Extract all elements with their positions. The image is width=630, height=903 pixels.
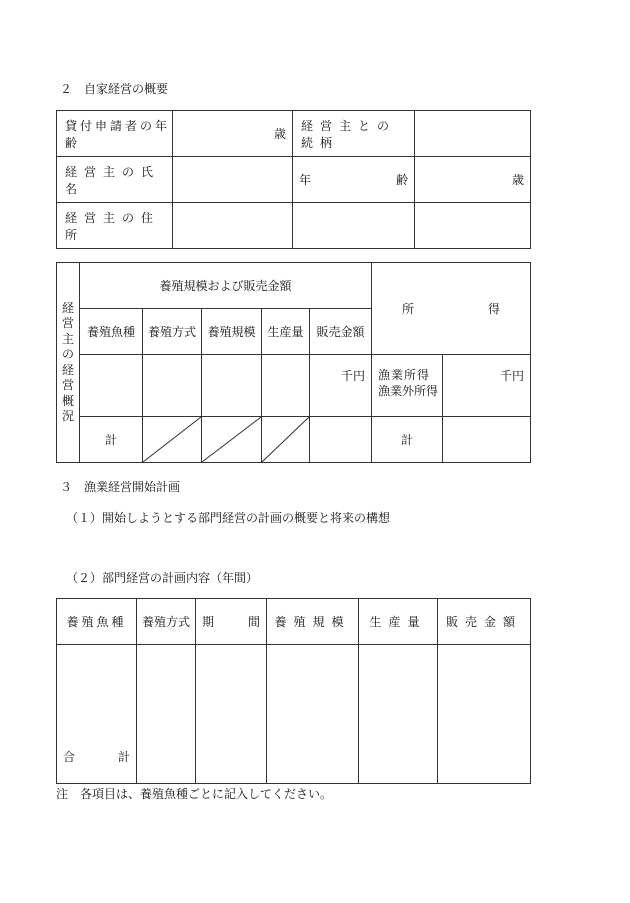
plan-header-sales: 販売金額 xyxy=(438,599,531,645)
sales-cell[interactable] xyxy=(310,355,372,417)
plan-table xyxy=(56,598,531,784)
plan-sales-cell[interactable] xyxy=(438,645,531,784)
plan-header-scale: 養殖規模 xyxy=(267,599,359,645)
plan-header-period-a: 期 xyxy=(202,615,215,629)
plan-period-cell[interactable] xyxy=(196,645,267,784)
plan-header-method: 養殖方式 xyxy=(137,599,196,645)
income-unit: 千円 xyxy=(500,369,525,383)
side-label-char: の xyxy=(61,347,74,361)
method-cell[interactable] xyxy=(143,355,202,417)
section3-heading: ３ 漁業経営開始計画 xyxy=(60,480,181,494)
relation-cell[interactable] xyxy=(415,111,531,157)
side-label-text xyxy=(57,301,79,425)
side-label-char: 経 xyxy=(61,362,74,377)
owner-name-label: 経営主の氏名 xyxy=(57,157,173,203)
income-total-label: 計 xyxy=(401,433,414,447)
side-label-char: 経 xyxy=(61,300,74,315)
footnote: 注 各項目は、養殖魚種ごとに記入してください。 xyxy=(56,787,333,801)
diagonal-line-icon xyxy=(143,417,201,462)
side-label-char: 営 xyxy=(61,378,74,392)
section3-sub2: （２）部門経営の計画内容（年間） xyxy=(66,571,259,585)
production-cell[interactable] xyxy=(262,355,310,417)
col-header-scale: 養殖規模 xyxy=(202,309,262,355)
species-cell[interactable] xyxy=(80,355,143,417)
plan-header-period-b: 間 xyxy=(247,615,260,629)
fishery-income-label: 漁業所得 xyxy=(378,368,431,382)
side-label-char: 主 xyxy=(61,331,74,346)
applicant-age-cell[interactable] xyxy=(173,111,293,157)
plan-header-species: 養殖魚種 xyxy=(57,599,137,645)
applicant-table xyxy=(56,110,531,249)
income-total-cell[interactable] xyxy=(443,417,531,463)
diagonal-line-icon xyxy=(262,417,309,462)
diagonal-line-icon xyxy=(202,417,261,462)
section2-heading: ２ 自家経営の概要 xyxy=(60,82,169,96)
side-label-char: 況 xyxy=(61,409,74,423)
income-value-cell[interactable] xyxy=(443,355,531,417)
income-header-a: 所 xyxy=(402,302,415,316)
side-label-char: 概 xyxy=(61,393,74,408)
col-header-production: 生産量 xyxy=(262,309,310,355)
owner-age-unit: 歳 xyxy=(511,173,524,187)
owner-age-label xyxy=(293,157,415,203)
plan-method-cell[interactable] xyxy=(137,645,196,784)
owner-age-label-b: 齢 xyxy=(395,173,408,187)
income-type-cell xyxy=(372,355,443,417)
owner-age-label-a: 年 xyxy=(299,173,312,187)
plan-scale-cell[interactable] xyxy=(267,645,359,784)
production-total-diagonal xyxy=(262,417,310,463)
owner-name-cell[interactable] xyxy=(173,157,293,203)
side-label-char: 営 xyxy=(61,316,74,330)
total-label-cell xyxy=(80,417,143,463)
owner-age-cell[interactable] xyxy=(415,157,531,203)
owner-address-cell-2[interactable] xyxy=(293,203,415,249)
applicant-age-label: 貸付申請者の年齢 xyxy=(57,111,173,157)
relation-label: 経営主との続柄 xyxy=(293,111,415,157)
age-unit: 歳 xyxy=(273,127,286,141)
income-header-b: 得 xyxy=(488,302,501,316)
income-total-label-cell xyxy=(372,417,443,463)
plan-header-period xyxy=(196,599,267,645)
plan-production-cell[interactable] xyxy=(359,645,438,784)
total-label: 計 xyxy=(104,433,117,447)
management-table xyxy=(56,262,531,463)
sales-total-cell[interactable] xyxy=(310,417,372,463)
plan-total-b: 計 xyxy=(117,750,130,764)
owner-address-label: 経営主の住所 xyxy=(57,203,173,249)
scale-total-diagonal xyxy=(202,417,262,463)
owner-address-cell-1[interactable] xyxy=(173,203,293,249)
plan-species-cell[interactable] xyxy=(57,645,137,784)
non-fishery-income-label: 漁業外所得 xyxy=(378,384,439,398)
method-total-diagonal xyxy=(143,417,202,463)
col-header-species: 養殖魚種 xyxy=(80,309,143,355)
section3-sub1: （１）開始しようとする部門経営の計画の概要と将来の構想 xyxy=(66,511,391,525)
management-side-label xyxy=(57,263,80,463)
owner-address-cell-3[interactable] xyxy=(415,203,531,249)
col-header-sales: 販売金額 xyxy=(310,309,372,355)
plan-header-production: 生産量 xyxy=(359,599,438,645)
col-header-method: 養殖方式 xyxy=(143,309,202,355)
sales-unit: 千円 xyxy=(341,369,366,383)
plan-total-a: 合 xyxy=(63,750,76,764)
scale-cell[interactable] xyxy=(202,355,262,417)
income-header xyxy=(372,263,531,355)
scale-sales-header: 養殖規模および販売金額 xyxy=(80,263,372,309)
